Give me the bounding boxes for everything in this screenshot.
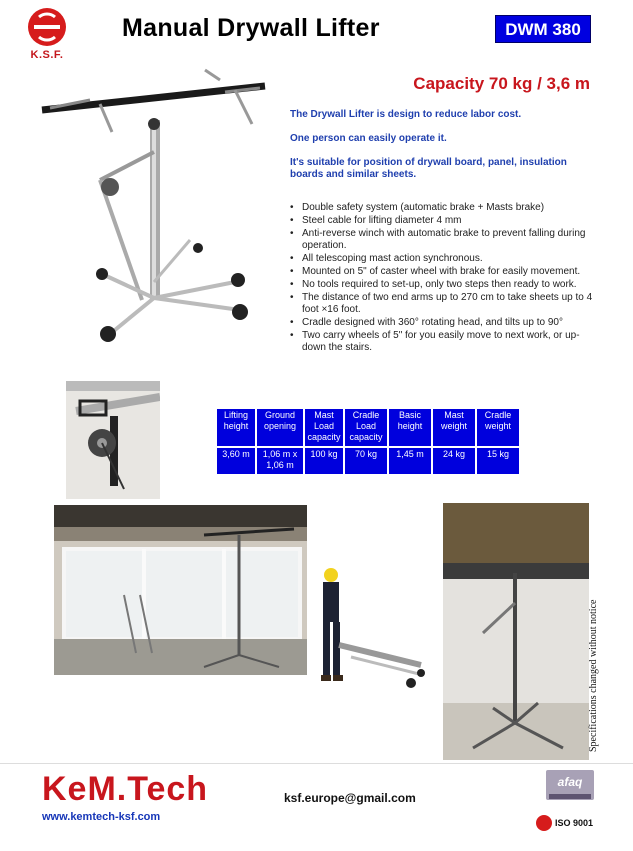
feature-item: • All telescoping mast action synchronous. bbox=[290, 253, 595, 265]
feature-item: • Two carry wheels of 5" for you easily move to next work, or up-down the stairs. bbox=[290, 330, 595, 354]
kemtech-brand-logo: KeM.Tech bbox=[42, 770, 209, 808]
feature-item: • Steel cable for lifting diameter 4 mm bbox=[290, 215, 595, 227]
spec-header-cradle-weight: Cradle weight bbox=[477, 409, 519, 446]
footer-divider bbox=[0, 763, 633, 764]
intro-line-2: One person can easily operate it. bbox=[290, 133, 447, 144]
specifications-notice bbox=[586, 590, 600, 760]
page-title: Manual Drywall Lifter bbox=[122, 14, 380, 42]
spec-header-basic-height: Basic height bbox=[389, 409, 431, 446]
afaq-logo-band bbox=[549, 794, 591, 799]
spec-header-lifting-height: Lifting height bbox=[217, 409, 255, 446]
product-photo-lifter bbox=[30, 62, 278, 352]
spec-value-mast-load: 100 kg bbox=[305, 448, 343, 474]
capacity-heading: Capacity 70 kg / 3,6 m bbox=[413, 74, 590, 93]
ksf-logo-text: K.S.F. bbox=[30, 49, 64, 61]
product-photo-winch bbox=[66, 381, 160, 499]
spec-value-row bbox=[217, 448, 519, 474]
feature-item: • Double safety system (automatic brake + Masts brake) bbox=[290, 202, 595, 214]
photo-person-carrying bbox=[311, 565, 428, 702]
photo-room-installation bbox=[54, 505, 307, 675]
iso-certification: ISO 9001 bbox=[555, 818, 594, 828]
intro-line-3: It's suitable for position of drywall board, panel, insulation boards and similar sheets. bbox=[290, 157, 567, 180]
ksf-logo bbox=[22, 8, 72, 64]
specifications-notice-text: Specifications changed without notice bbox=[588, 599, 599, 752]
email-link[interactable]: ksf.europe@gmail.com bbox=[284, 791, 416, 805]
afaq-certification-logo bbox=[546, 770, 594, 810]
website-link[interactable]: www.kemtech-ksf.com bbox=[42, 811, 161, 823]
spec-table bbox=[215, 407, 521, 476]
model-badge: DWM 380 bbox=[495, 15, 591, 43]
spec-value-mast-weight: 24 kg bbox=[433, 448, 475, 474]
feature-item: • Cradle designed with 360° rotating head, and tilts up to 90° bbox=[290, 317, 595, 329]
spec-header-mast-load: Mast Load capacity bbox=[305, 409, 343, 446]
feature-item: • The distance of two end arms up to 270 cm to take sheets up to 4 foot ×16 foot. bbox=[290, 292, 595, 316]
spec-header-row bbox=[217, 409, 519, 446]
spec-header-mast-weight: Mast weight bbox=[433, 409, 475, 446]
feature-list bbox=[290, 202, 595, 355]
feature-item: • Anti-reverse winch with automatic brake to prevent falling during operation. bbox=[290, 228, 595, 252]
afaq-logo-text: afaq bbox=[546, 770, 594, 800]
spec-value-cradle-load: 70 kg bbox=[345, 448, 387, 474]
feature-item: • Mounted on 5" of caster wheel with brake for easily movement. bbox=[290, 266, 595, 278]
feature-item: • No tools required to set-up, only two steps then ready to work. bbox=[290, 279, 595, 291]
spec-header-ground-opening: Ground opening bbox=[257, 409, 303, 446]
spec-value-cradle-weight: 15 kg bbox=[477, 448, 519, 474]
ksf-small-logo-icon bbox=[536, 815, 552, 831]
intro-line-1: The Drywall Lifter is design to reduce labor cost. bbox=[290, 109, 522, 120]
spec-value-basic-height: 1,45 m bbox=[389, 448, 431, 474]
spec-value-lifting-height: 3,60 m bbox=[217, 448, 255, 474]
spec-header-cradle-load: Cradle Load capacity bbox=[345, 409, 387, 446]
spec-value-ground-opening: 1,06 m x 1,06 m bbox=[257, 448, 303, 474]
photo-ceiling-installation bbox=[443, 503, 589, 760]
ksf-logo-mark-icon bbox=[28, 8, 66, 46]
